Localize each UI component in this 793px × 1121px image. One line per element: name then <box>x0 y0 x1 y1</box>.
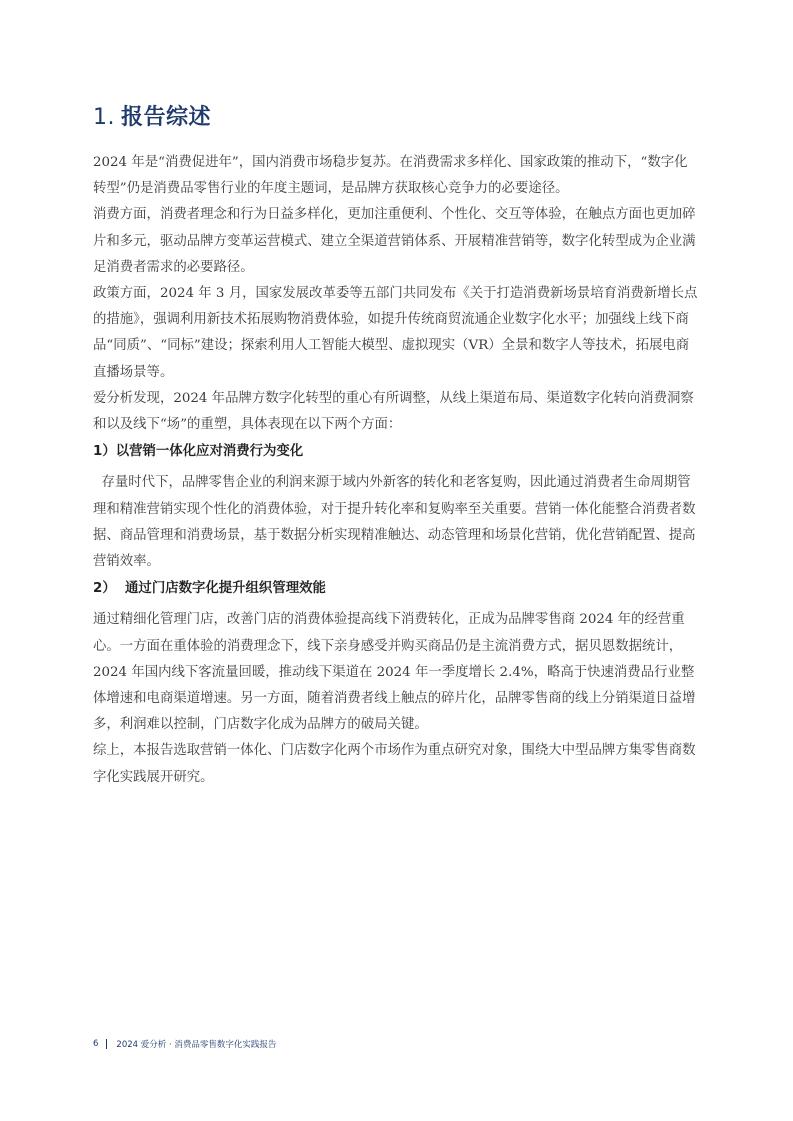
subheading-marketing: 1）以营销一体化应对消费行为变化 <box>93 444 304 460</box>
page-number: 6 <box>93 1039 99 1049</box>
paragraph-store: 通过精细化管理门店，改善门店的消费体验提高线下消费转化，正成为品牌零售商 2024 年的经营重心。一方面在重体验的消费理念下，线下亲身感受并购买商品仍是主流消费方式，据贝恩数据统计，2024 年国内线下客流量回暖，推动线下渠道在 2024 年一季度增长 2.4%，略高于快速消费品行业整体增速和电商渠道增速。另一方面，随着消费者线上触点的碎片化，品牌零售商的线上分销渠道日益增多，利润难以控制，门店数字化成为品牌方的破局关键。 <box>93 612 696 733</box>
paragraph-overview: 2024 年是“消费促进年”，国内消费市场稳步复苏。在消费需求多样化、国家政策的推动下，“数字化转型”仍是消费品零售行业的年度主题词，是品牌方获取核心竞争力的必要途径。 <box>93 155 688 197</box>
report-body <box>93 150 700 791</box>
subheading-store: 2） 通过门店数字化提升组织管理效能 <box>93 581 326 597</box>
footer-report-title: 2024 爱分析 · 消费品零售数字化实践报告 <box>116 1040 277 1050</box>
footer-divider <box>106 1039 107 1049</box>
paragraph-policy: 政策方面，2024 年 3 月，国家发展改革委等五部门共同发布《关于打造消费新场景培育消费新增长点的措施》，强调利用新技术拓展购物消费体验，如提升传统商贸流通企业数字化水平；加强线上线下商品“同质”、“同标”建设；探索利用人工智能大模型、虚拟现实（VR）全景和数字人等技术，拓展电商直播场景等。 <box>93 286 698 380</box>
section-title <box>93 100 211 131</box>
section-number: 1. <box>93 105 115 130</box>
paragraph-summary: 综上，本报告选取营销一体化、门店数字化两个市场作为重点研究对象，围绕大中型品牌方集零售商数字化实践展开研究。 <box>93 743 696 785</box>
paragraph-findings: 爱分析发现，2024 年品牌方数字化转型的重心有所调整，从线上渠道布局、渠道数字化转向消费洞察和以及线下“场”的重塑，具体表现在以下两个方面： <box>93 390 694 433</box>
page-footer <box>93 1038 276 1050</box>
paragraph-marketing: 存量时代下，品牌零售企业的利润来源于域内外新客的转化和老客复购，因此通过消费者生命周期管理和精准营销实现个性化的消费体验，对于提升转化率和复购率至关重要。营销一体化能整合消费者数据、商品管理和消费场景，基于数据分析实现精准触达、动态管理和场景化营销，优化营销配置、提高营销效率。 <box>93 475 696 570</box>
section-title-text: 报告综述 <box>121 105 212 130</box>
paragraph-consumption: 消费方面，消费者理念和行为日益多样化，更加注重便利、个性化、交互等体验，在触点方面也更加碎片和多元，驱动品牌方变革运营模式、建立全渠道营销体系、开展精准营销等，数字化转型成为企业满足消费者需求的必要路径。 <box>93 207 696 275</box>
